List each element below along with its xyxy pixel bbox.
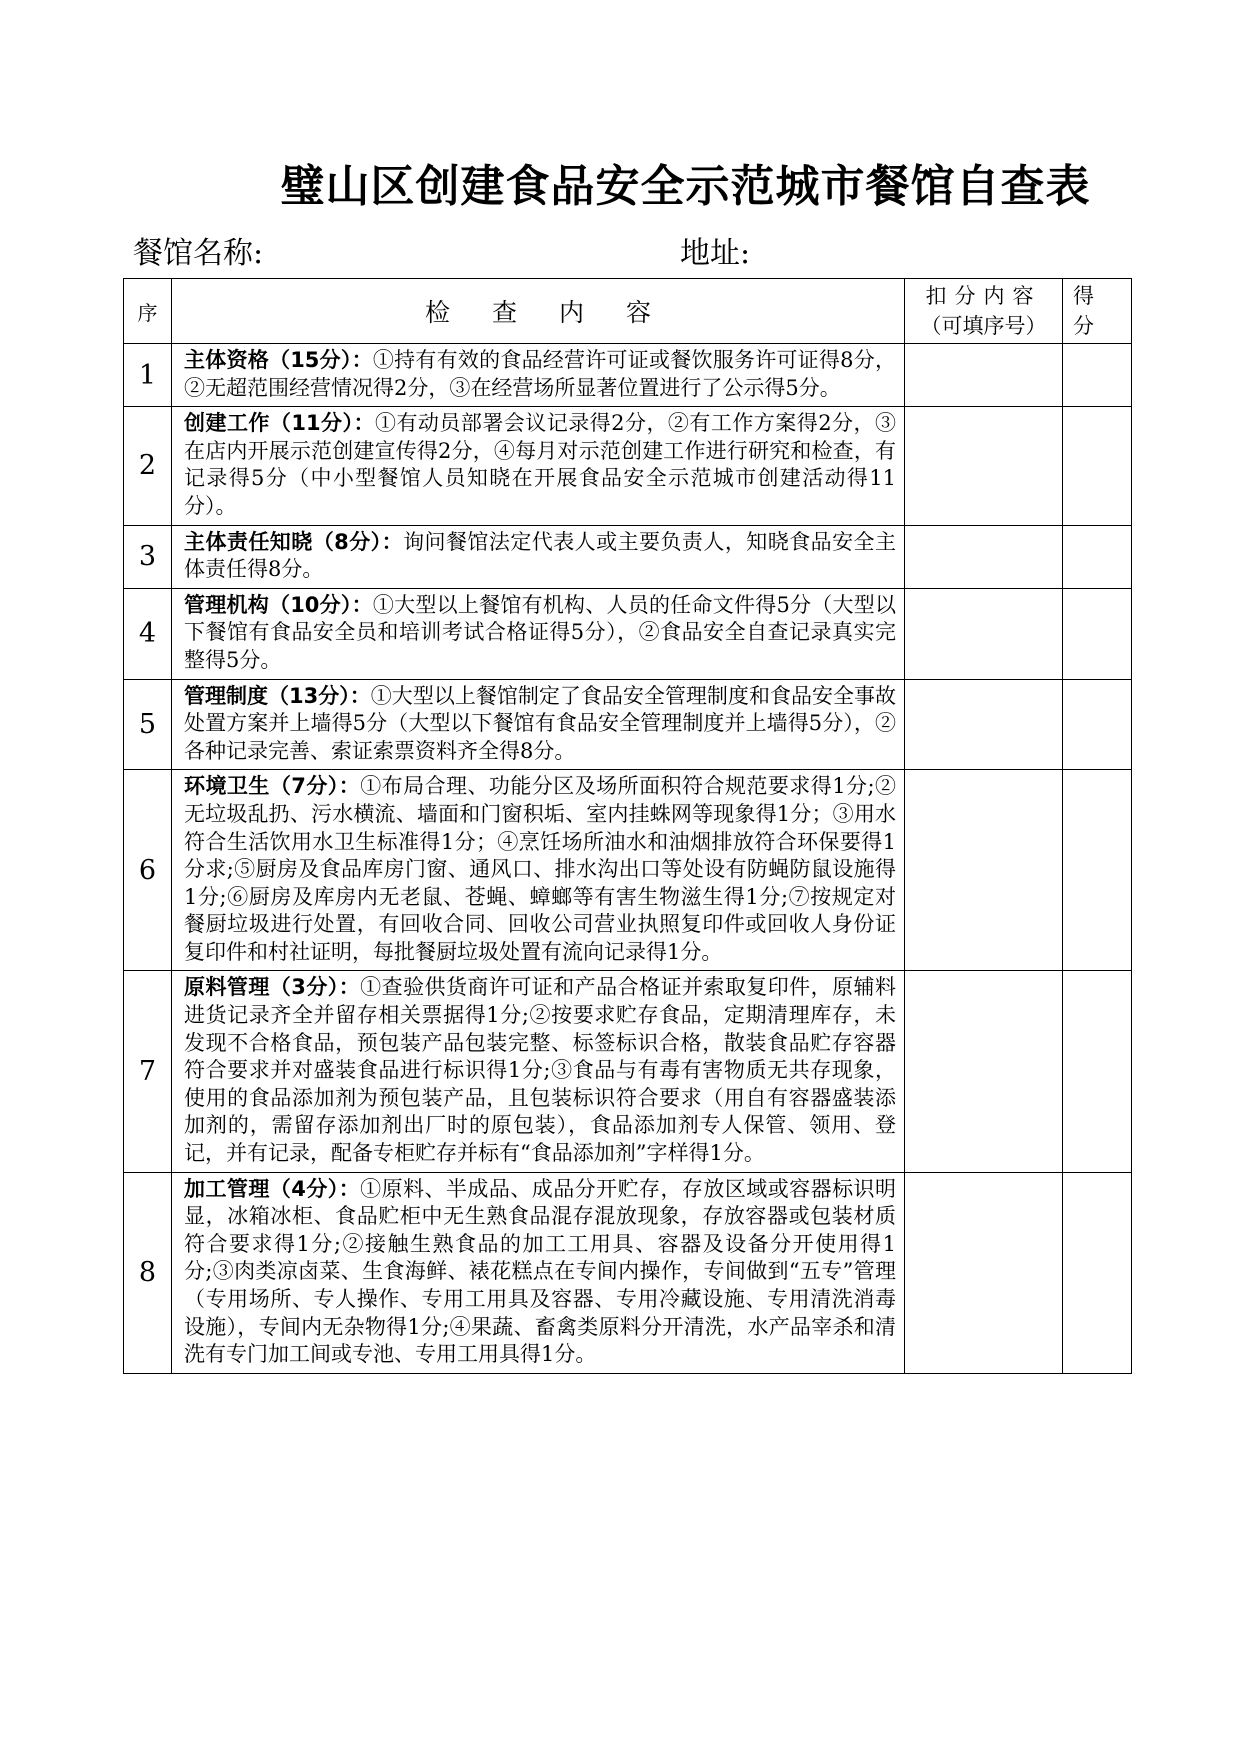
deduct-cell[interactable] [905, 971, 1063, 1172]
checklist-table [123, 278, 1132, 1374]
table-row [124, 1172, 1132, 1373]
score-cell[interactable] [1063, 588, 1132, 679]
row-heading: 环境卫生（7分）： [184, 774, 361, 799]
row-seq: 2 [124, 407, 172, 525]
row-text: ①大型以上餐馆制定了食品安全管理制度和食品安全事故处置方案并上墙得5分（大型以下餐馆有食品安全管理制度并上墙得5分），②各种记录完善、索证索票资料齐全得8分。 [184, 683, 896, 763]
table-row [124, 344, 1132, 407]
header-score-line1: 得 [1073, 284, 1094, 308]
score-cell[interactable] [1063, 971, 1132, 1172]
deduct-cell[interactable] [905, 525, 1063, 588]
deduct-cell[interactable] [905, 344, 1063, 407]
restaurant-name-label: 餐馆名称: [133, 236, 264, 271]
row-content [172, 344, 905, 407]
row-heading: 管理制度（13分）： [184, 683, 371, 708]
header-deduct [905, 279, 1063, 344]
header-deduct-line1: 扣分内容 [925, 284, 1042, 308]
deduct-cell[interactable] [905, 679, 1063, 770]
row-seq: 7 [124, 971, 172, 1172]
table-row [124, 770, 1132, 971]
table-row [124, 971, 1132, 1172]
row-seq: 8 [124, 1172, 172, 1373]
row-seq: 5 [124, 679, 172, 770]
score-cell[interactable] [1063, 770, 1132, 971]
row-heading: 主体责任知晓（8分）： [184, 529, 404, 554]
deduct-cell[interactable] [905, 1172, 1063, 1373]
row-text: ①持有有效的食品经营许可证或餐饮服务许可证得8分，②无超范围经营情况得2分，③在经营场所显著位置进行了公示得5分。 [184, 348, 896, 400]
row-seq: 1 [124, 344, 172, 407]
deduct-cell[interactable] [905, 588, 1063, 679]
header-score [1063, 279, 1132, 344]
score-cell[interactable] [1063, 407, 1132, 525]
row-seq: 4 [124, 588, 172, 679]
table-row [124, 588, 1132, 679]
table-header-row [124, 279, 1132, 344]
row-text: 询问餐馆法定代表人或主要负责人，知晓食品安全主体责任得8分。 [184, 529, 896, 582]
row-content [172, 407, 905, 525]
row-heading: 创建工作（11分）： [184, 411, 375, 436]
header-deduct-line2: （可填序号） [920, 314, 1047, 338]
row-content [172, 679, 905, 770]
row-text: ①有动员部署会议记录得2分，②有工作方案得2分，③在店内开展示范创建宣传得2分，④每月对示范创建工作进行研究和检查，有记录得5分（中小型餐馆人员知晓在开展食品安全示范城市创建活动得11分）。 [184, 411, 896, 518]
score-cell[interactable] [1063, 679, 1132, 770]
page-title: 璧山区创建食品安全示范城市餐馆自查表 [280, 161, 1091, 212]
address-label: 地址: [680, 236, 751, 271]
row-heading: 主体资格（15分）： [184, 348, 373, 372]
table-row [124, 407, 1132, 525]
deduct-cell[interactable] [905, 407, 1063, 525]
row-content [172, 971, 905, 1172]
table-row [124, 679, 1132, 770]
row-heading: 原料管理（3分）： [184, 975, 361, 1000]
row-content [172, 1172, 905, 1373]
row-heading: 管理机构（10分）： [184, 592, 373, 617]
header-score-line2: 分 [1073, 314, 1094, 338]
row-content [172, 525, 905, 588]
row-seq: 6 [124, 770, 172, 971]
row-content [172, 588, 905, 679]
row-heading: 加工管理（4分）： [184, 1176, 361, 1201]
deduct-cell[interactable] [905, 770, 1063, 971]
score-cell[interactable] [1063, 344, 1132, 407]
row-text: ①大型以上餐馆有机构、人员的任命文件得5分（大型以下餐馆有食品安全员和培训考试合格证得5分），②食品安全自查记录真实完整得5分。 [184, 592, 896, 672]
header-content: 检查内容 [172, 279, 905, 344]
table-row [124, 525, 1132, 588]
header-seq: 序 [124, 279, 172, 344]
row-text: ①布局合理、功能分区及场所面积符合规范要求得1分;②无垃圾乱扔、污水横流、墙面和门窗积垢、室内挂蛛网等现象得1分；③用水符合生活饮用水卫生标准得1分；④烹饪场所油水和油烟排放符合环保要得1分求;⑤厨房及食品库房门窗、通风口、排水沟出口等处设有防蝇防鼠设施得1分;⑥厨房及库房内无老鼠、苍蝇、蟑螂等有害生物滋生得1分;⑦按规定对餐厨垃圾进行处置，有回收合同、回收公司营业执照复印件或回收人身份证复印件和村社证明，每批餐厨垃圾处置有流向记录得1分。 [184, 774, 896, 964]
row-content [172, 770, 905, 971]
row-text: ①原料、半成品、成品分开贮存，存放区域或容器标识明显，冰箱冰柜、食品贮柜中无生熟食品混存混放现象，存放容器或包装材质符合要求得1分;②接触生熟食品的加工工用具、容器及设备分开使用得1分;③肉类凉卤菜、生食海鲜、裱花糕点在专间内操作，专间做到“五专”管理（专用场所、专人操作、专用工用具及容器、专用冷藏设施、专用清洗消毒设施），专间内无杂物得1分;④果蔬、畜禽类原料分开清洗，水产品宰杀和清洗有专门加工间或专池、专用工用具得1分。 [184, 1176, 896, 1367]
row-seq: 3 [124, 525, 172, 588]
score-cell[interactable] [1063, 525, 1132, 588]
row-text: ①查验供货商许可证和产品合格证并索取复印件，原辅料进货记录齐全并留存相关票据得1分;②按要求贮存食品，定期清理库存，未发现不合格食品，预包装产品包装完整、标签标识合格，散装食品贮存容器符合要求并对盛装食品进行标识得1分;③食品与有毒有害物质无共存现象，使用的食品添加剂为预包装产品，且包装标识符合要求（用自有容器盛装添加剂的，需留存添加剂出厂时的原包装），食品添加剂专人保管、领用、登记，并有记录，配备专柜贮存并标有“食品添加剂”字样得1分。 [184, 975, 896, 1166]
score-cell[interactable] [1063, 1172, 1132, 1373]
